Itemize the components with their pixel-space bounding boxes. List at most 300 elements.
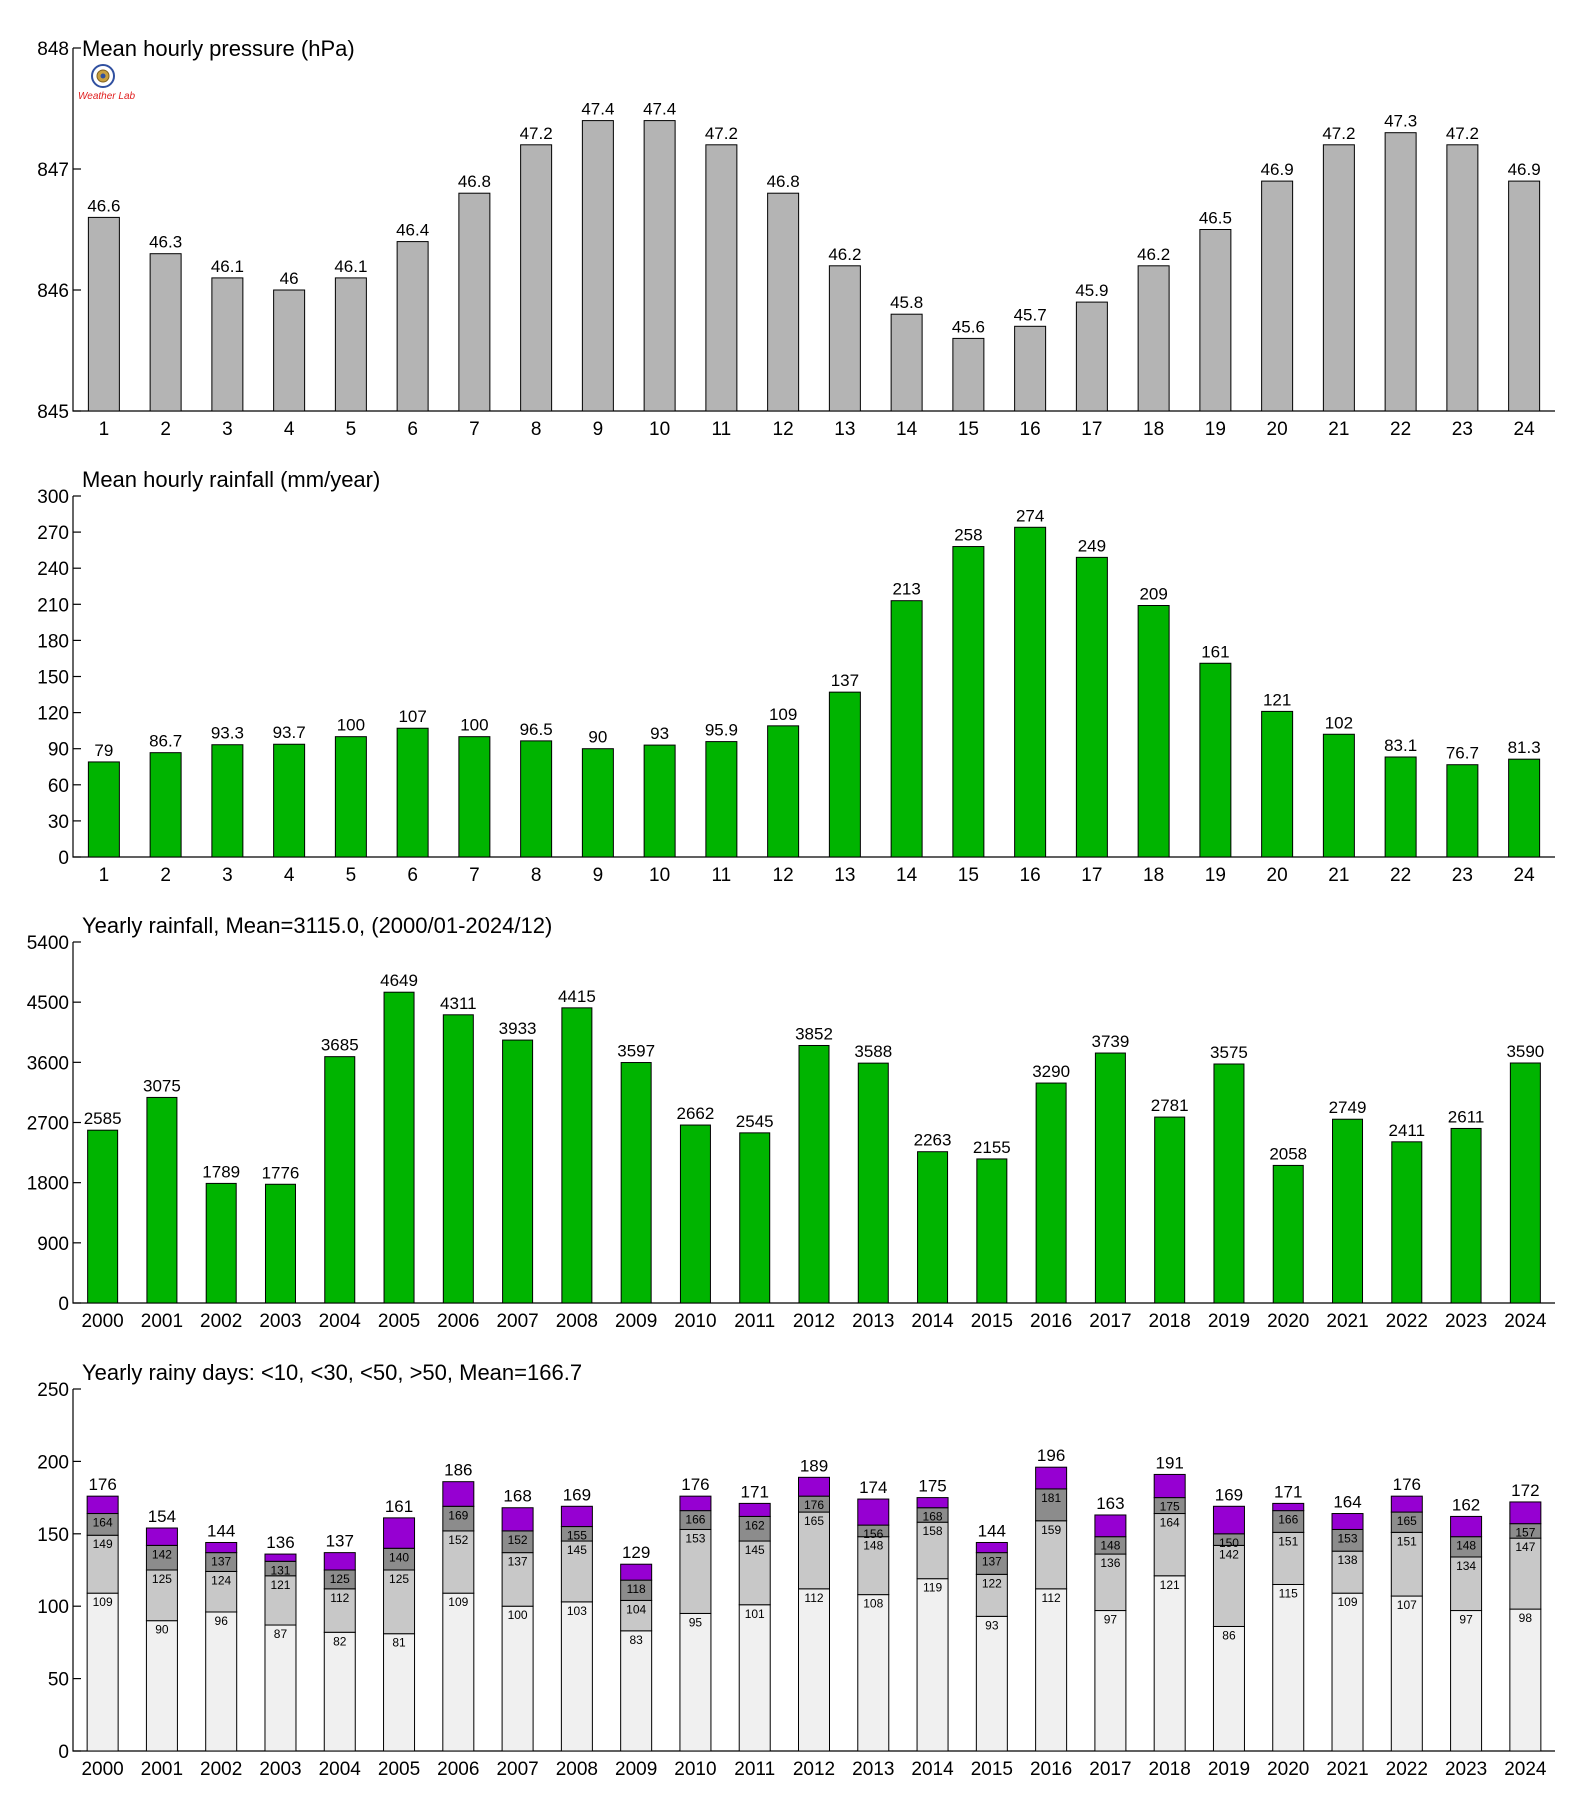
rainy-days-x-tick-label: 2002	[200, 1759, 243, 1780]
pressure-bar	[459, 193, 490, 411]
rainy-days-segment-label-lt30: 158	[922, 1524, 943, 1539]
pressure-bar	[706, 145, 737, 411]
hourly-rainfall-x-tick-label: 18	[1143, 865, 1165, 886]
hourly-rainfall-x-tick-label: 7	[469, 865, 480, 886]
rainy-days-segment-label-lt50: 118	[626, 1582, 646, 1597]
hourly-rainfall-bar	[274, 744, 305, 857]
hourly-rainfall-bar	[1015, 527, 1046, 857]
hourly-rainfall-value-label: 213	[892, 579, 921, 599]
rainy-days-segment-lt10	[324, 1632, 355, 1751]
yearly-rainfall-bar	[740, 1133, 770, 1303]
rainy-days-x-tick-label: 2015	[970, 1759, 1013, 1780]
rainy-days-segment-lt10	[799, 1589, 830, 1751]
rainy-days-y-tick-label: 200	[37, 1452, 69, 1474]
yearly-rainfall-value-label: 3685	[320, 1035, 359, 1055]
hourly-rainfall-value-label: 81.3	[1507, 738, 1541, 758]
pressure-value-label: 46.1	[334, 256, 368, 276]
hourly-rainfall-chart-title: Mean hourly rainfall (mm/year)	[82, 467, 381, 492]
pressure-value-label: 47.2	[1322, 123, 1356, 143]
rainy-days-x-tick-label: 2018	[1148, 1759, 1191, 1780]
hourly-rainfall-bar	[212, 745, 243, 857]
rainy-days-segment-label-lt50: 150	[1218, 1535, 1239, 1550]
rainy-days-segment-label-lt50: 140	[389, 1550, 410, 1565]
yearly-rainfall-x-tick-label: 2018	[1148, 1311, 1191, 1332]
yearly-rainfall-bar	[562, 1008, 592, 1303]
rainy-days-segment-label-lt50: 164	[92, 1515, 113, 1530]
rainy-days-segment-gt50	[206, 1542, 237, 1552]
hourly-rainfall-value-label: 249	[1077, 536, 1107, 556]
rainy-days-total-label: 176	[88, 1475, 117, 1495]
pressure-x-tick-label: 9	[592, 419, 604, 440]
yearly-rainfall-value-label: 3575	[1210, 1043, 1248, 1063]
pressure-value-label: 45.8	[890, 293, 924, 313]
yearly-rainfall-value-label: 2781	[1150, 1096, 1189, 1116]
hourly-rainfall-x-tick-label: 12	[772, 865, 794, 886]
hourly-rainfall-x-tick-label: 22	[1390, 865, 1412, 886]
rainy-days-segment-gt50	[680, 1496, 711, 1510]
hourly-rainfall-x-tick-label: 5	[345, 865, 357, 886]
yearly-rainfall-bar	[265, 1184, 295, 1303]
rainy-days-segment-label-lt30: 164	[1159, 1515, 1180, 1530]
rainy-days-segment-lt10	[443, 1593, 474, 1751]
hourly-rainfall-value-label: 209	[1139, 584, 1168, 604]
pressure-value-label: 46.4	[396, 220, 430, 240]
pressure-bar	[582, 121, 613, 411]
rainy-days-segment-label-lt10: 96	[214, 1613, 228, 1628]
yearly-rainfall-x-tick-label: 2024	[1504, 1311, 1547, 1332]
rainy-days-segment-lt10	[265, 1625, 296, 1751]
rainy-days-segment-label-lt50: 125	[329, 1572, 350, 1586]
rainy-days-chart	[37, 1360, 1555, 1780]
pressure-value-label: 47.2	[1445, 123, 1479, 143]
yearly-rainfall-value-label: 2155	[972, 1137, 1011, 1157]
pressure-x-tick-label: 15	[957, 419, 979, 440]
hourly-rainfall-y-tick-label: 0	[58, 848, 69, 869]
rainy-days-x-tick-label: 2009	[615, 1759, 658, 1780]
rainy-days-segment-gt50	[1273, 1503, 1304, 1510]
hourly-rainfall-x-tick-label: 9	[592, 865, 604, 886]
rainy-days-segment-label-lt10: 90	[155, 1622, 169, 1637]
rainy-days-total-label: 144	[207, 1521, 236, 1541]
rainy-days-x-tick-label: 2001	[140, 1759, 184, 1780]
rainy-days-segment-lt10	[146, 1621, 177, 1751]
pressure-x-tick-label: 24	[1513, 419, 1535, 440]
rainy-days-segment-gt50	[799, 1477, 830, 1496]
rainy-days-segment-label-lt10: 103	[566, 1603, 587, 1618]
rainy-days-segment-label-lt50: 156	[863, 1527, 884, 1542]
rainy-days-segment-lt10	[680, 1613, 711, 1751]
rainy-days-x-tick-label: 2016	[1029, 1759, 1073, 1780]
hourly-rainfall-bar	[582, 749, 613, 857]
yearly-rainfall-chart	[27, 913, 1555, 1332]
yearly-rainfall-x-tick-label: 2000	[81, 1311, 124, 1332]
rainy-days-segment-gt50	[1510, 1502, 1541, 1524]
hourly-rainfall-bar	[829, 692, 860, 857]
yearly-rainfall-bar	[1095, 1053, 1125, 1303]
rainy-days-total-label: 162	[1451, 1495, 1481, 1515]
rainy-days-segment-label-lt30: 151	[1278, 1534, 1299, 1549]
yearly-rainfall-y-tick-label: 5400	[26, 933, 69, 954]
pressure-value-label: 45.9	[1075, 281, 1109, 301]
rainy-days-x-tick-label: 2012	[792, 1759, 836, 1780]
rainy-days-segment-label-lt10: 119	[922, 1580, 943, 1595]
rainy-days-segment-lt10	[976, 1616, 1007, 1751]
rainy-days-x-tick-label: 2013	[852, 1759, 895, 1780]
rainy-days-segment-label-lt10: 95	[688, 1615, 703, 1630]
pressure-bar	[1323, 145, 1354, 411]
yearly-rainfall-bar	[1451, 1128, 1481, 1303]
hourly-rainfall-value-label: 93.3	[210, 723, 244, 743]
pressure-bar	[1447, 145, 1478, 411]
rainy-days-segment-gt50	[739, 1503, 770, 1516]
hourly-rainfall-value-label: 76.7	[1445, 743, 1479, 763]
rainy-days-segment-label-lt50: 153	[1337, 1531, 1358, 1546]
rainy-days-segment-label-lt30: 147	[1515, 1540, 1536, 1555]
rainy-days-segment-label-lt50: 142	[151, 1547, 172, 1562]
rainy-days-segment-label-lt50: 162	[744, 1518, 765, 1533]
yearly-rainfall-x-tick-label: 2021	[1326, 1311, 1369, 1332]
rainy-days-segment-label-lt30: 122	[981, 1576, 1002, 1591]
pressure-x-tick-label: 6	[407, 419, 418, 440]
hourly-rainfall-x-tick-label: 13	[834, 865, 856, 886]
hourly-rainfall-y-tick-label: 90	[47, 739, 69, 761]
rainy-days-x-tick-label: 2022	[1385, 1759, 1428, 1780]
rainy-days-segment-lt10	[1332, 1593, 1363, 1751]
rainy-days-y-tick-label: 150	[37, 1524, 69, 1546]
yearly-rainfall-x-tick-label: 2004	[318, 1311, 361, 1332]
hourly-rainfall-bar	[1138, 606, 1169, 857]
rainy-days-segment-label-lt30: 125	[389, 1572, 410, 1586]
yearly-rainfall-bar	[858, 1063, 888, 1303]
hourly-rainfall-x-tick-label: 14	[896, 865, 918, 886]
pressure-y-tick-label: 846	[37, 281, 69, 302]
rainy-days-segment-label-lt50: 165	[1396, 1514, 1417, 1529]
rainy-days-total-label: 196	[1036, 1446, 1066, 1466]
pressure-y-tick-label: 845	[37, 402, 69, 423]
yearly-rainfall-bar	[1273, 1165, 1303, 1303]
yearly-rainfall-value-label: 3588	[854, 1042, 893, 1062]
pressure-value-label: 47.3	[1384, 111, 1418, 131]
pressure-bar	[1200, 230, 1231, 412]
rainy-days-segment-lt10	[1510, 1609, 1541, 1751]
pressure-x-tick-label: 13	[834, 419, 856, 440]
pressure-bar	[88, 217, 119, 411]
yearly-rainfall-x-tick-label: 2007	[496, 1311, 539, 1332]
rainy-days-segment-label-lt30: 124	[211, 1573, 232, 1588]
hourly-rainfall-value-label: 107	[398, 707, 427, 727]
yearly-rainfall-bar	[1510, 1063, 1540, 1303]
hourly-rainfall-value-label: 93	[650, 724, 670, 744]
yearly-rainfall-bar	[503, 1040, 533, 1303]
yearly-rainfall-value-label: 2545	[735, 1111, 774, 1131]
hourly-rainfall-bar	[644, 745, 675, 857]
hourly-rainfall-x-tick-label: 3	[222, 865, 233, 886]
rainy-days-total-label: 176	[1392, 1475, 1421, 1495]
hourly-rainfall-x-tick-label: 16	[1019, 865, 1041, 886]
pressure-bar	[1385, 133, 1416, 411]
rainy-days-segment-gt50	[1451, 1516, 1482, 1536]
rainy-days-segment-label-lt10: 98	[1518, 1611, 1533, 1626]
yearly-rainfall-bar	[1036, 1083, 1066, 1303]
rainy-days-segment-gt50	[917, 1498, 948, 1508]
pressure-bar	[1262, 181, 1293, 411]
yearly-rainfall-x-tick-label: 2011	[734, 1311, 776, 1332]
pressure-x-tick-label: 17	[1081, 419, 1103, 440]
rainy-days-x-tick-label: 2011	[734, 1759, 776, 1780]
rainy-days-total-label: 137	[325, 1531, 354, 1551]
yearly-rainfall-bar	[443, 1015, 473, 1303]
hourly-rainfall-bar	[706, 742, 737, 857]
pressure-bar	[829, 266, 860, 411]
rainy-days-segment-label-lt50: 166	[685, 1512, 706, 1527]
pressure-value-label: 46.8	[457, 172, 491, 192]
yearly-rainfall-x-tick-label: 2006	[437, 1311, 480, 1332]
rainy-days-x-tick-label: 2005	[377, 1759, 421, 1780]
rainy-days-x-tick-label: 2017	[1089, 1759, 1132, 1780]
rainy-days-segment-label-lt30: 149	[92, 1537, 113, 1552]
rainy-days-segment-label-lt30: 104	[626, 1602, 647, 1617]
yearly-rainfall-x-tick-label: 2023	[1444, 1311, 1488, 1332]
rainy-days-total-label: 186	[444, 1460, 473, 1480]
hourly-rainfall-bar	[1262, 711, 1293, 857]
hourly-rainfall-bar	[1323, 734, 1354, 857]
hourly-rainfall-value-label: 90	[588, 727, 608, 747]
rainy-days-segment-gt50	[265, 1554, 296, 1561]
rainy-days-segment-gt50	[1332, 1514, 1363, 1530]
yearly-rainfall-x-tick-label: 2017	[1089, 1311, 1132, 1332]
pressure-x-tick-label: 2	[160, 419, 171, 440]
pressure-value-label: 46.9	[1507, 160, 1541, 180]
rainy-days-segment-label-lt30: 136	[1100, 1556, 1121, 1571]
weather-lab-logo-icon	[78, 65, 136, 102]
rainy-days-segment-label-lt30: 134	[1456, 1558, 1477, 1573]
yearly-rainfall-value-label: 3075	[143, 1076, 181, 1096]
pressure-bar	[953, 338, 984, 411]
rainy-days-segment-gt50	[1095, 1515, 1126, 1537]
rainy-days-total-label: 174	[859, 1478, 888, 1498]
yearly-rainfall-bar	[918, 1152, 948, 1303]
hourly-rainfall-value-label: 86.7	[149, 731, 183, 751]
rainy-days-segment-label-lt30: 145	[744, 1543, 765, 1558]
yearly-rainfall-value-label: 4311	[440, 993, 477, 1013]
pressure-value-label: 45.7	[1013, 305, 1047, 325]
yearly-rainfall-bar	[1333, 1119, 1363, 1303]
rainy-days-segment-gt50	[1391, 1496, 1422, 1512]
rainy-days-segment-label-lt10: 93	[985, 1618, 999, 1633]
rainy-days-segment-label-lt50: 166	[1278, 1512, 1299, 1527]
yearly-rainfall-x-tick-label: 2022	[1385, 1311, 1428, 1332]
rainy-days-y-tick-label: 0	[58, 1742, 69, 1763]
rainy-days-segment-label-lt10: 112	[804, 1590, 824, 1605]
hourly-rainfall-x-tick-label: 17	[1081, 865, 1103, 886]
pressure-value-label: 46	[279, 269, 299, 288]
pressure-x-tick-label: 4	[283, 419, 295, 440]
rainy-days-segment-label-lt50: 152	[507, 1532, 528, 1547]
rainy-days-segment-label-lt50: 137	[981, 1554, 1002, 1569]
rainy-days-segment-gt50	[502, 1508, 533, 1531]
hourly-rainfall-y-tick-label: 210	[37, 595, 69, 617]
yearly-rainfall-value-label: 2611	[1447, 1107, 1485, 1127]
rainy-days-segment-label-lt10: 82	[333, 1634, 347, 1649]
pressure-bar	[1138, 266, 1169, 411]
yearly-rainfall-x-tick-label: 2019	[1207, 1311, 1251, 1332]
hourly-rainfall-x-tick-label: 8	[530, 865, 542, 886]
rainy-days-segment-lt10	[206, 1612, 237, 1751]
hourly-rainfall-bar	[88, 762, 119, 857]
hourly-rainfall-bar	[335, 737, 366, 857]
yearly-rainfall-value-label: 2263	[913, 1130, 952, 1150]
pressure-x-tick-label: 7	[469, 419, 480, 440]
hourly-rainfall-x-tick-label: 11	[711, 865, 732, 886]
rainy-days-segment-label-lt10: 100	[507, 1608, 528, 1623]
hourly-rainfall-value-label: 96.5	[519, 719, 553, 739]
pressure-value-label: 47.4	[581, 99, 615, 119]
hourly-rainfall-value-label: 93.7	[272, 723, 306, 743]
rainy-days-x-tick-label: 2020	[1267, 1759, 1310, 1780]
hourly-rainfall-bar	[1385, 757, 1416, 857]
hourly-rainfall-value-label: 83.1	[1384, 736, 1418, 756]
rainy-days-segment-label-lt10: 81	[392, 1635, 406, 1650]
rainy-days-segment-label-lt50: 181	[1041, 1490, 1062, 1505]
rainy-days-x-tick-label: 2014	[911, 1759, 954, 1780]
yearly-rainfall-y-tick-label: 900	[37, 1233, 69, 1255]
yearly-rainfall-value-label: 4415	[557, 986, 596, 1006]
pressure-value-label: 46.1	[210, 256, 244, 276]
hourly-rainfall-value-label: 100	[460, 715, 489, 735]
pressure-x-tick-label: 16	[1019, 419, 1041, 440]
hourly-rainfall-x-tick-label: 19	[1204, 865, 1226, 886]
rainy-days-x-tick-label: 2007	[496, 1759, 539, 1780]
rainy-days-total-label: 169	[562, 1485, 592, 1505]
hourly-rainfall-value-label: 102	[1324, 713, 1354, 733]
hourly-rainfall-y-tick-label: 270	[37, 523, 69, 545]
hourly-rainfall-bar	[1447, 765, 1478, 857]
rainy-days-x-tick-label: 2021	[1326, 1759, 1369, 1780]
rainy-days-segment-label-lt50: 137	[211, 1554, 232, 1569]
hourly-rainfall-bar	[521, 741, 552, 857]
pressure-bar	[891, 314, 922, 411]
pressure-x-tick-label: 10	[649, 419, 671, 440]
rainy-days-segment-label-lt30: 165	[803, 1514, 825, 1529]
yearly-rainfall-value-label: 2585	[83, 1109, 122, 1129]
rainy-days-segment-lt10	[1451, 1611, 1482, 1751]
yearly-rainfall-value-label: 1789	[202, 1162, 241, 1182]
rainy-days-segment-gt50	[1154, 1474, 1185, 1497]
pressure-value-label: 46.9	[1260, 160, 1294, 180]
hourly-rainfall-bar	[1509, 759, 1540, 857]
yearly-rainfall-x-tick-label: 2020	[1267, 1311, 1310, 1332]
rainy-days-total-label: 176	[681, 1475, 710, 1495]
rainy-days-total-label: 144	[977, 1521, 1007, 1541]
hourly-rainfall-bar	[150, 753, 181, 857]
hourly-rainfall-value-label: 137	[830, 671, 860, 691]
rainy-days-segment-lt10	[502, 1606, 533, 1751]
rainy-days-segment-lt10	[1154, 1576, 1185, 1751]
pressure-value-label: 46.6	[87, 196, 121, 216]
rainy-days-total-label: 161	[384, 1496, 414, 1516]
yearly-rainfall-x-tick-label: 2009	[615, 1311, 658, 1332]
rainy-days-segment-label-lt50: 157	[1515, 1525, 1536, 1540]
pressure-bar	[335, 278, 366, 411]
rainy-days-x-tick-label: 2023	[1444, 1759, 1488, 1780]
hourly-rainfall-x-tick-label: 15	[957, 865, 979, 886]
hourly-rainfall-bar	[459, 737, 490, 857]
hourly-rainfall-bar	[768, 726, 799, 857]
rainy-days-chart-title: Yearly rainy days: <10, <30, <50, >50, Mean=166.7	[82, 1360, 583, 1385]
pressure-value-label: 47.2	[519, 123, 553, 143]
rainy-days-segment-label-lt10: 97	[1103, 1612, 1118, 1627]
hourly-rainfall-y-tick-label: 240	[37, 559, 69, 581]
hourly-rainfall-y-tick-label: 120	[37, 703, 69, 725]
yearly-rainfall-y-tick-label: 4500	[26, 993, 69, 1015]
pressure-chart-title: Mean hourly pressure (hPa)	[82, 36, 355, 61]
yearly-rainfall-value-label: 2058	[1269, 1144, 1308, 1164]
pressure-x-tick-label: 18	[1143, 419, 1165, 440]
pressure-bar	[768, 193, 799, 411]
rainy-days-segment-lt10	[1273, 1584, 1304, 1751]
pressure-x-tick-label: 20	[1266, 419, 1288, 440]
pressure-bar	[212, 278, 243, 411]
rainy-days-total-label: 164	[1333, 1492, 1362, 1512]
rainy-days-segment-gt50	[561, 1506, 592, 1526]
rainy-days-total-label: 189	[799, 1456, 829, 1476]
rainy-days-y-tick-label: 100	[37, 1597, 69, 1619]
rainy-days-segment-label-lt30: 121	[270, 1577, 291, 1592]
rainy-days-segment-lt10	[1036, 1589, 1067, 1751]
rainy-days-segment-label-lt10: 121	[1159, 1577, 1180, 1592]
yearly-rainfall-bar	[1155, 1117, 1185, 1303]
hourly-rainfall-x-tick-label: 10	[649, 865, 671, 886]
rainy-days-segment-label-lt30: 138	[1337, 1553, 1358, 1568]
rainy-days-total-label: 168	[503, 1486, 532, 1506]
rainy-days-segment-gt50	[1036, 1467, 1067, 1489]
rainy-days-segment-label-lt30: 153	[685, 1531, 706, 1546]
yearly-rainfall-bar	[799, 1045, 829, 1303]
yearly-rainfall-bar	[977, 1159, 1007, 1303]
rainy-days-total-label: 172	[1511, 1480, 1540, 1500]
pressure-x-tick-label: 21	[1328, 419, 1350, 440]
rainy-days-x-tick-label: 2003	[259, 1759, 302, 1780]
rainy-days-y-tick-label: 250	[37, 1380, 69, 1401]
rainy-days-segment-label-lt10: 108	[863, 1596, 884, 1611]
hourly-rainfall-value-label: 95.9	[704, 720, 738, 740]
yearly-rainfall-value-label: 3290	[1032, 1062, 1071, 1082]
pressure-x-tick-label: 12	[772, 419, 794, 440]
rainy-days-segment-gt50	[146, 1528, 177, 1545]
hourly-rainfall-value-label: 258	[954, 525, 983, 545]
yearly-rainfall-bar	[1214, 1064, 1244, 1303]
rainy-days-segment-lt10	[739, 1605, 770, 1751]
yearly-rainfall-bar	[680, 1125, 710, 1303]
hourly-rainfall-x-tick-label: 1	[98, 865, 110, 886]
pressure-bar	[521, 145, 552, 411]
hourly-rainfall-bar	[397, 728, 428, 857]
rainy-days-segment-label-lt30: 151	[1396, 1534, 1417, 1549]
pressure-bar	[1509, 181, 1540, 411]
pressure-x-tick-label: 23	[1451, 419, 1473, 440]
hourly-rainfall-bar	[1076, 557, 1107, 857]
rainy-days-x-tick-label: 2000	[81, 1759, 124, 1780]
yearly-rainfall-value-label: 3739	[1091, 1032, 1130, 1052]
pressure-x-tick-label: 11	[711, 419, 732, 440]
yearly-rainfall-x-tick-label: 2013	[852, 1311, 895, 1332]
rainy-days-total-label: 175	[918, 1476, 947, 1496]
rainy-days-segment-lt10	[917, 1579, 948, 1751]
pressure-bar	[644, 121, 675, 411]
rainy-days-segment-label-lt10: 83	[629, 1632, 643, 1647]
rainy-days-segment-gt50	[384, 1518, 415, 1548]
rainy-days-y-tick-label: 50	[47, 1669, 69, 1691]
